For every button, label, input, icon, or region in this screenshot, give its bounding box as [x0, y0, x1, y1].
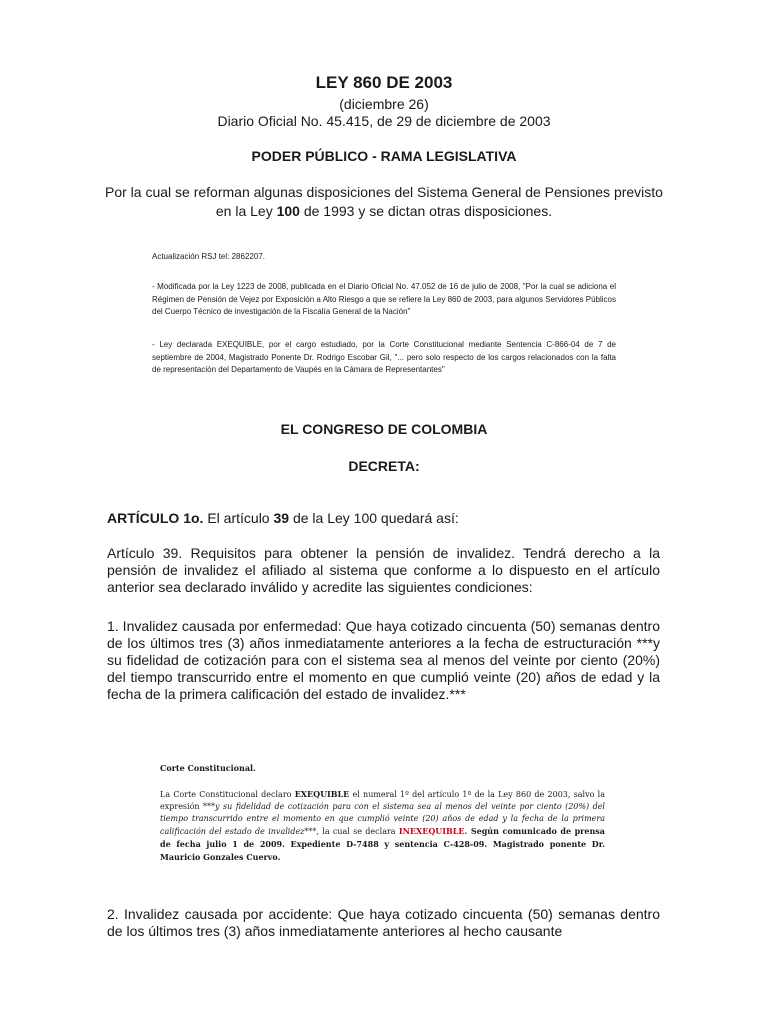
court-ruling: La Corte Constitucional declaro EXEQUIBLE el numeral 1º del artículo 1º de la Ley 860 de 2003, salvo la expresión ***y su fidelidad de cotización para con el sistema sea al menos del veinte por ciento (20%) del tiempo transcurrido entre el momento en que cumplió veinte (20) años de edad y la fecha de la primera calificación del estado de invalidez***, la cual se declara INEXEQUIBLE. Según comunicado de prensa de fecha julio 1 de 2009. Expediente D-7488 y sentencia C-428-09. Magistrado ponente Dr. Mauricio Gonzales Cuervo.	[160, 789, 605, 862]
law-intro: Por la cual se reforman algunas disposiciones del Sistema General de Pensiones previsto en la Ley 100 de 1993 y se dictan otras disposiciones.	[105, 184, 663, 219]
update-note: Actualización RSJ tel: 2862207.	[152, 252, 265, 261]
article-1-heading: ARTÍCULO 1o. El artículo 39 de la Ley 100 quedará así:	[107, 510, 459, 526]
law-number-bold: 100	[276, 203, 300, 219]
diario-oficial: Diario Oficial No. 45.415, de 29 de diciembre de 2003	[217, 113, 551, 129]
court-quoted-expression: ***y su fidelidad de cotización para con el sistema sea al menos del veinte por ciento (20%) del tiempo transcurrido entre el momento en que cumplió veinte (20) años de edad y la fecha de la primera calificación del estado de invalidez***,	[160, 802, 605, 836]
poder-heading: PODER PÚBLICO - RAMA LEGISLATIVA	[251, 148, 517, 164]
article-39-text: Artículo 39. Requisitos para obtener la pensión de invalidez. Tendrá derecho a la pensión de invalidez el afiliado al sistema que conforme a lo dispuesto en el artículo anterior sea declarado inválido y acredite las siguientes condiciones:	[107, 545, 660, 595]
modification-note: - Modificada por la Ley 1223 de 2008, publicada en el Diario Oficial No. 47.052 de 16 de julio de 2008, "Por la cual se adiciona el Régimen de Pensión de Vejez por Exposición a Alto Riesgo a que se refiere la Ley 860 de 2003, para algunos Servidores Públicos del Cuerpo Técnico de investigación de la Fiscalía General de la Nación"	[152, 282, 616, 316]
exequible-note: - Ley declarada EXEQUIBLE, por el cargo estudiado, por la Corte Constitucional mediante Sentencia C-866-04 de 7 de septiembre de 2004, Magistrado Ponente Dr. Rodrigo Escobar Gil, "... pero solo respecto de los cargos relacionados con la falta de representación del Departamento de Vaupés en la Cámara de Representantes"	[152, 340, 616, 374]
court-heading: Corte Constitucional.	[160, 763, 256, 773]
decreta-heading: DECRETA:	[348, 458, 420, 474]
inexequible-label: INEXEQUIBLE.	[398, 826, 468, 836]
congreso-heading: EL CONGRESO DE COLOMBIA	[280, 421, 488, 437]
article-item-2: 2. Invalidez causada por accidente: Que haya cotizado cincuenta (50) semanas dentro de los últimos tres (3) años inmediatamente anteriores al hecho causante	[107, 906, 660, 939]
law-title: LEY 860 DE 2003	[315, 73, 453, 92]
law-date: (diciembre 26)	[339, 96, 429, 112]
article-item-1: 1. Invalidez causada por enfermedad: Que haya cotizado cincuenta (50) semanas dentro de los últimos tres (3) años inmediatamente anteriores a la fecha de estructuración ***y su fidelidad de cotización para con el sistema sea al menos del veinte por ciento (20%) del tiempo transcurrido entre el momento en que cumplió veinte (20) años de edad y la fecha de la primera calificación del estado de invalidez.***	[107, 618, 660, 702]
article-label: ARTÍCULO 1o.	[107, 510, 204, 526]
